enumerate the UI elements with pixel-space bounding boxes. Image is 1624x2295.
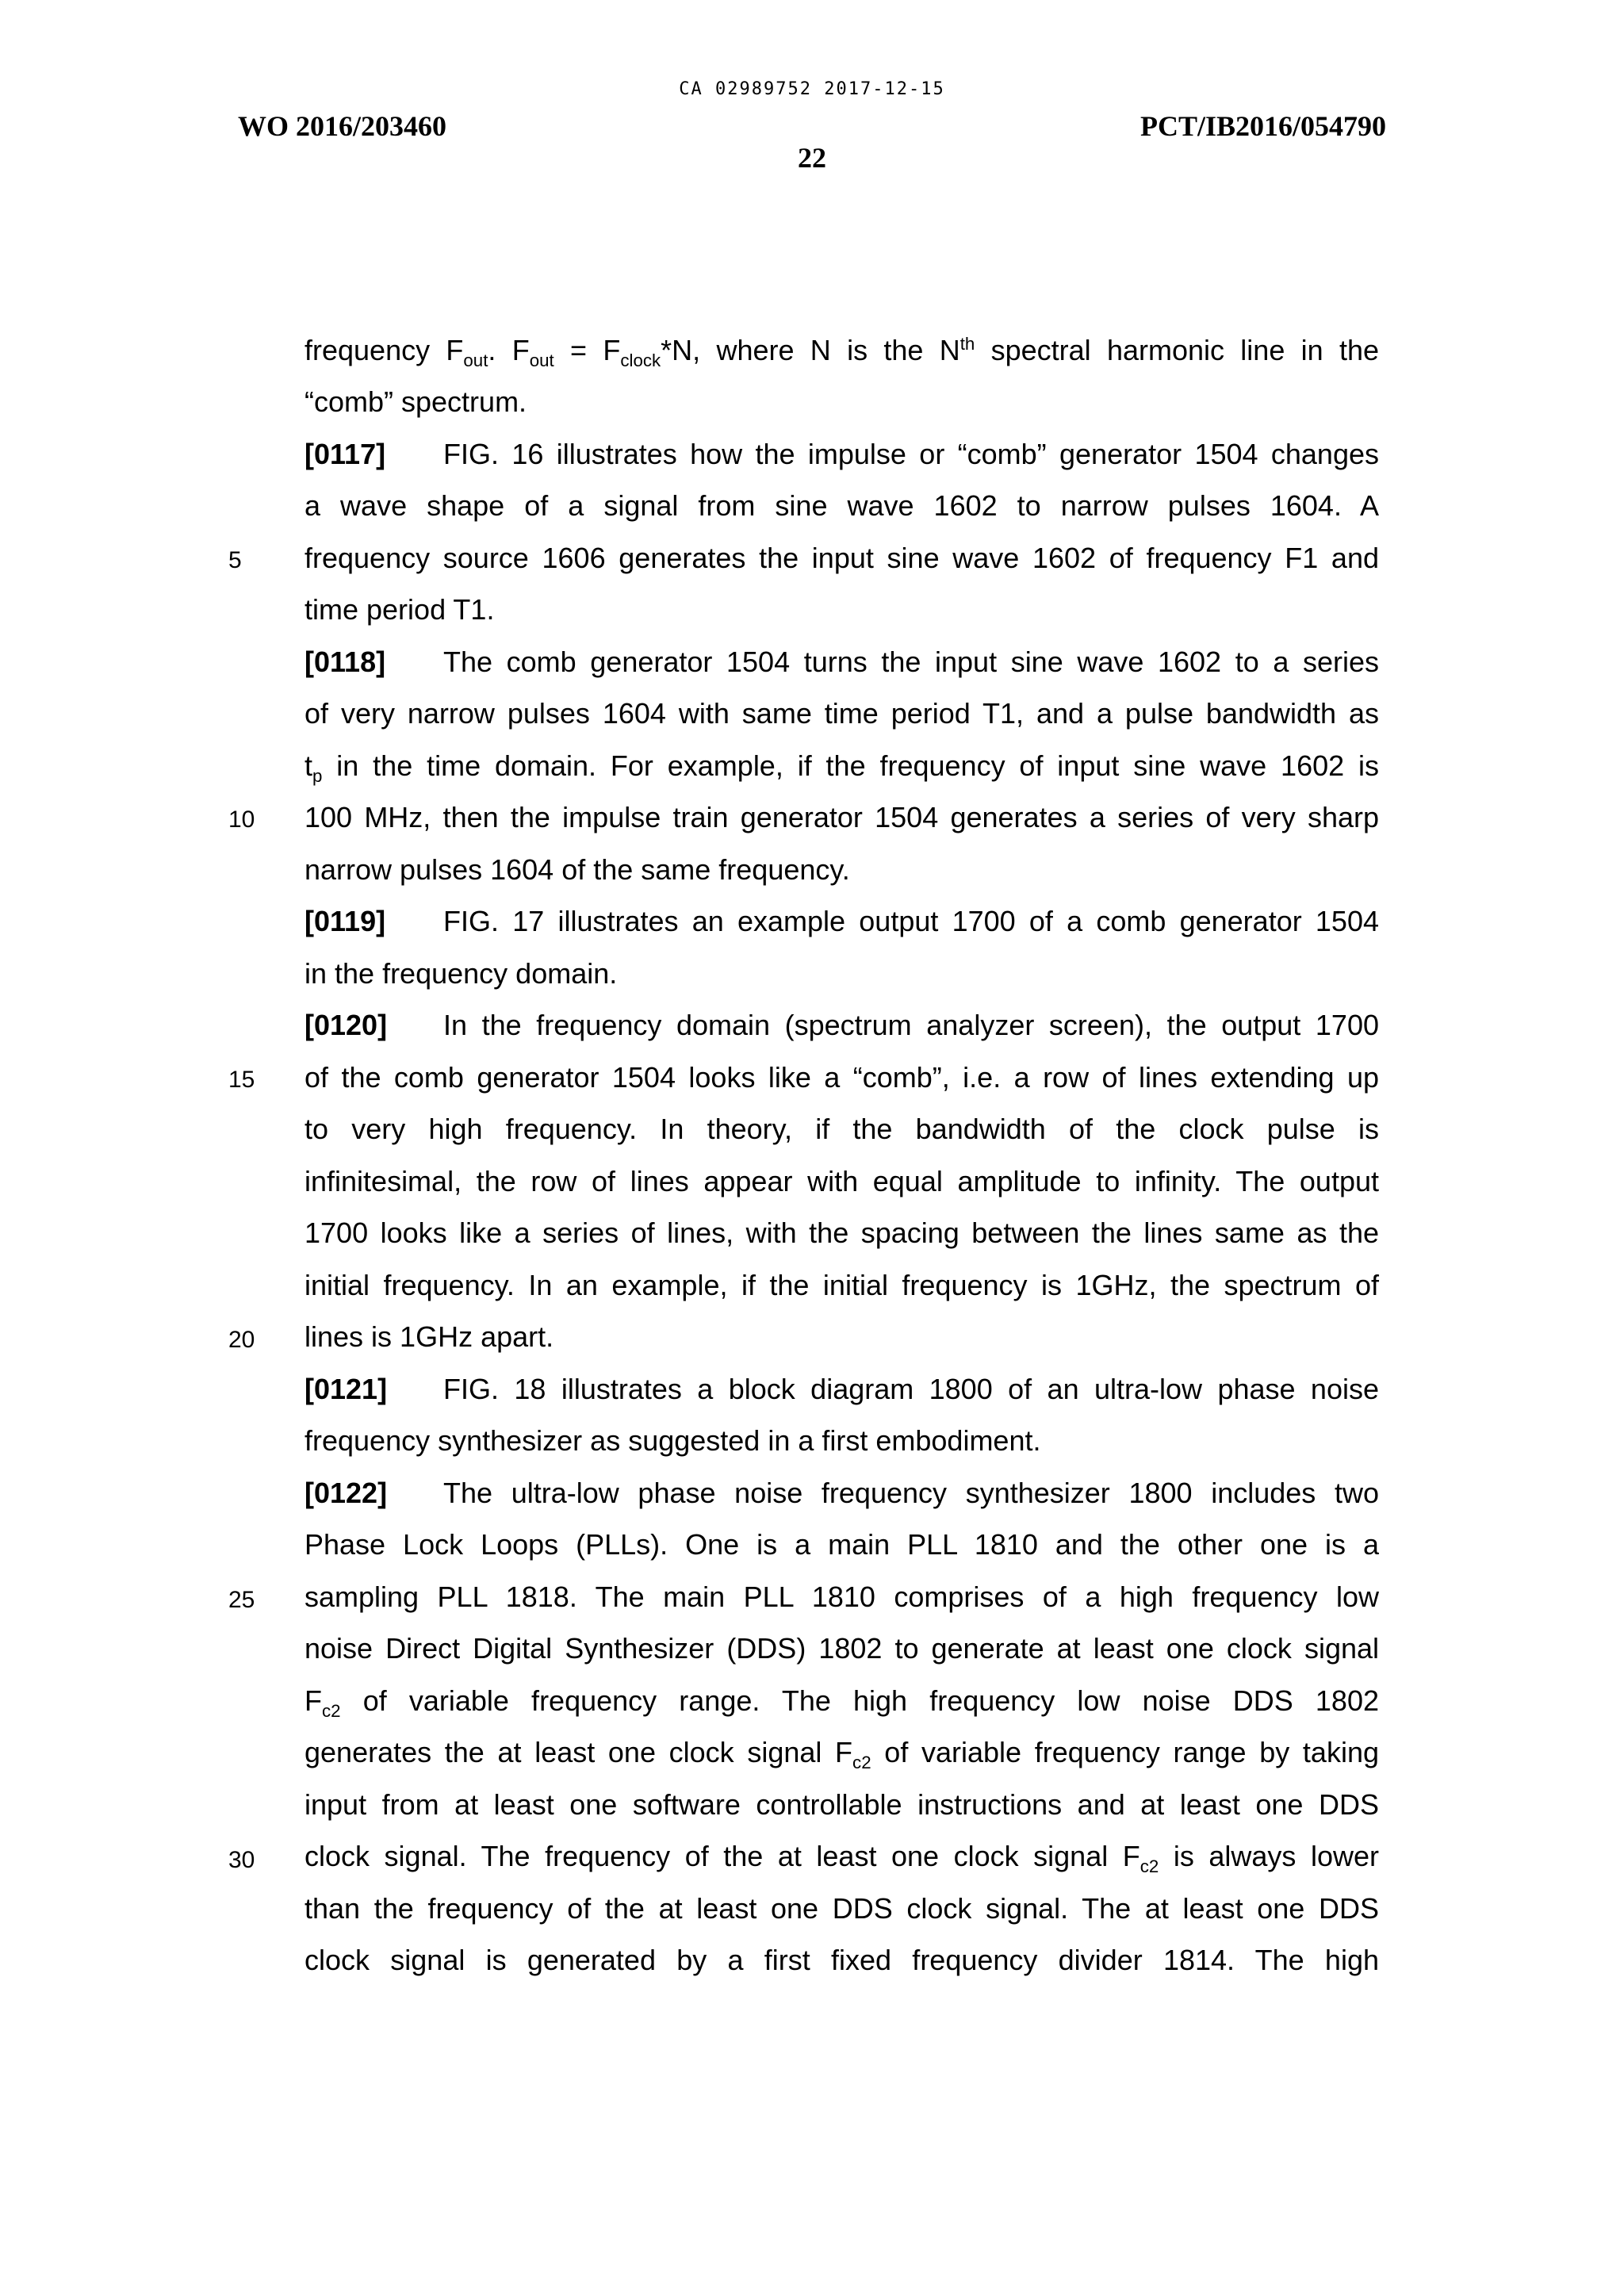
- text-line: “comb” spectrum.: [304, 385, 527, 418]
- text-line: narrow pulses 1604 of the same frequency.: [304, 853, 850, 886]
- text-line: lines is 1GHz apart.: [304, 1320, 554, 1353]
- ca-filing-stamp: CA 02989752 2017-12-15: [679, 79, 945, 99]
- paragraph-id: [0118]: [304, 646, 386, 678]
- page-number: 22: [798, 142, 826, 174]
- text-line: generates the at least one clock signal $F_{c2}$ of variable frequency range by taking: [304, 1736, 1379, 1773]
- paragraph-id: [0120]: [304, 1009, 388, 1041]
- text-line: $t_p$ in the time domain. For example, if the frequency of input sine wave 1602 is: [304, 749, 1379, 787]
- paragraph-0118: [0118] The comb generator 1504 turns the input sine wave 1602 to a series: [304, 646, 1379, 678]
- paragraph-id: [0117]: [304, 438, 386, 470]
- paragraph-id: [0122]: [304, 1477, 388, 1509]
- text-line: Phase Lock Loops (PLLs). One is a main PLL 1810 and the other one is a: [304, 1528, 1379, 1561]
- line-number-5: 5: [228, 547, 242, 573]
- text-line: 1700 looks like a series of lines, with the spacing between the lines same as the: [304, 1216, 1379, 1249]
- paragraph-id: [0119]: [304, 905, 386, 937]
- text-line: input from at least one software controllable instructions and at least one DDS: [304, 1788, 1379, 1821]
- line-number-10: 10: [228, 807, 255, 833]
- text-line: initial frequency. In an example, if the initial frequency is 1GHz, the spectrum of: [304, 1269, 1379, 1301]
- line-number-25: 25: [228, 1587, 255, 1613]
- text-line: of very narrow pulses 1604 with same time period T1, and a pulse bandwidth as: [304, 697, 1379, 730]
- text-line: clock signal is generated by a first fixed frequency divider 1814. The high: [304, 1944, 1379, 1976]
- text-line: frequency source 1606 generates the input sine wave 1602 of frequency F1 and: [304, 542, 1379, 574]
- line-number-20: 20: [228, 1327, 255, 1353]
- text-line: to very high frequency. In theory, if the bandwidth of the clock pulse is: [304, 1113, 1379, 1145]
- text-line: in the frequency domain.: [304, 957, 618, 990]
- paragraph-0120: [0120] In the frequency domain (spectrum analyzer screen), the output 1700: [304, 1009, 1379, 1041]
- paragraph-0119: [0119] FIG. 17 illustrates an example output 1700 of a comb generator 1504: [304, 905, 1379, 937]
- text-line: a wave shape of a signal from sine wave 1602 to narrow pulses 1604. A: [304, 489, 1379, 522]
- paragraph-id: [0121]: [304, 1373, 388, 1405]
- text-line: clock signal. The frequency of the at least one clock signal $F_{c2}$ is always lower: [304, 1840, 1379, 1877]
- text-line: frequency synthesizer as suggested in a first embodiment.: [304, 1424, 1041, 1457]
- text-line: of the comb generator 1504 looks like a “comb”, i.e. a row of lines extending up: [304, 1061, 1379, 1094]
- text-line: than the frequency of the at least one DDS clock signal. The at least one DDS: [304, 1892, 1379, 1925]
- wo-publication-number: WO 2016/203460: [238, 110, 447, 142]
- pct-application-number: PCT/IB2016/054790: [1139, 110, 1386, 142]
- text-line: noise Direct Digital Synthesizer (DDS) 1802 to generate at least one clock signal: [304, 1632, 1379, 1665]
- text-line: 100 MHz, then the impulse train generator 1504 generates a series of very sharp: [304, 801, 1379, 833]
- paragraph-0122: [0122] The ultra-low phase noise frequency synthesizer 1800 includes two: [304, 1477, 1379, 1509]
- text-line: sampling PLL 1818. The main PLL 1810 comprises of a high frequency low: [304, 1580, 1379, 1613]
- line-number-15: 15: [228, 1067, 255, 1093]
- text-line: $F_{c2}$ of variable frequency range. The high frequency low noise DDS 1802: [304, 1684, 1379, 1722]
- paragraph-0117: [0117] FIG. 16 illustrates how the impulse or “comb” generator 1504 changes: [304, 438, 1379, 470]
- line-number-30: 30: [228, 1847, 255, 1873]
- paragraph-0121: [0121] FIG. 18 illustrates a block diagram 1800 of an ultra-low phase noise: [304, 1373, 1379, 1405]
- text-line: infinitesimal, the row of lines appear with equal amplitude to infinity. The output: [304, 1165, 1379, 1197]
- text-line: time period T1.: [304, 593, 495, 626]
- text-line: frequency $F_{out}$. $F_{out} = F_{clock}*N$, where N is the $N^{th}$ spectral harmonic line in the: [304, 334, 1379, 371]
